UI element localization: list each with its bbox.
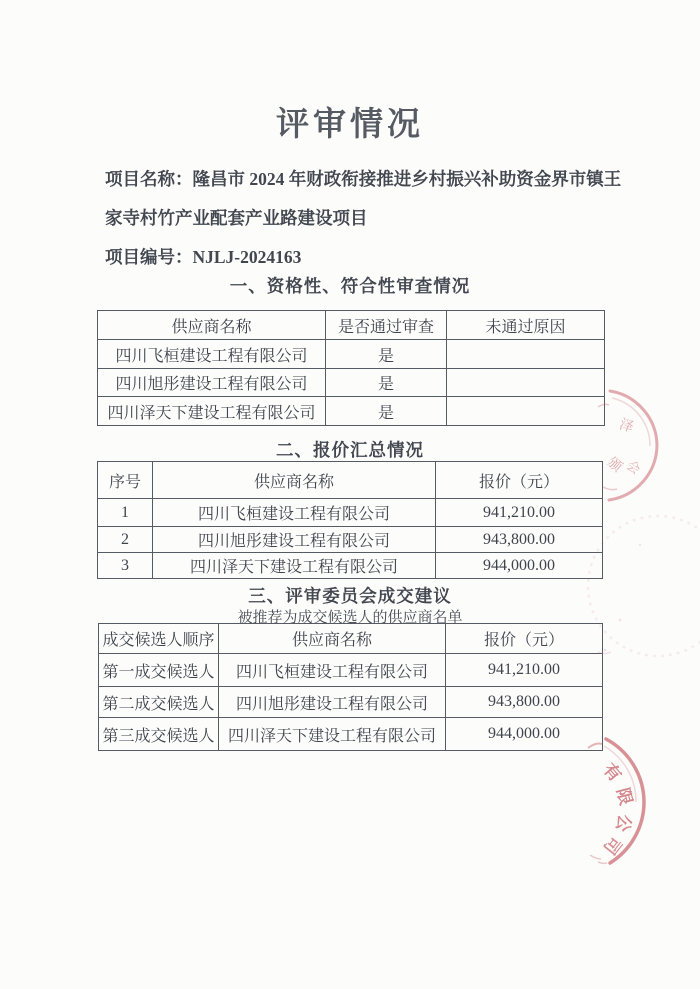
section3-heading: 三、评审委员会成交建议 xyxy=(248,586,452,606)
price-cell: 944,000.00 xyxy=(446,718,603,751)
table-row xyxy=(99,718,603,751)
project-number-value: NJLJ-2024163 xyxy=(192,247,302,267)
candidate-rank-cell: 第二成交候选人 xyxy=(99,687,219,718)
project-name-text: 隆昌市 2024 年财政衔接推进乡村振兴补助资金界市镇王 xyxy=(192,169,622,189)
supplier-cell: 四川飞桓建设工程有限公司 xyxy=(98,340,326,369)
svg-text:限: 限 xyxy=(612,785,636,808)
supplier-cell: 四川旭彤建设工程有限公司 xyxy=(153,527,436,553)
header-cell: 是否通过审查 xyxy=(326,311,447,340)
supplier-cell: 四川泽天下建设工程有限公司 xyxy=(98,397,326,426)
index-cell: 3 xyxy=(98,553,153,579)
candidate-rank-cell: 第三成交候选人 xyxy=(99,718,219,751)
project-name-line2: 家寺村竹产业配套产业路建设项目 xyxy=(105,208,368,228)
passed-cell: 是 xyxy=(326,397,447,426)
price-cell: 941,210.00 xyxy=(446,654,603,687)
svg-text:公: 公 xyxy=(612,812,635,834)
header-cell: 供应商名称 xyxy=(98,311,326,340)
qualification-review-table xyxy=(97,310,605,426)
red-seal-bottom-icon xyxy=(588,739,644,863)
passed-cell: 是 xyxy=(326,340,447,369)
index-cell: 2 xyxy=(98,527,153,553)
price-cell: 944,000.00 xyxy=(436,553,603,579)
table-row xyxy=(99,654,603,687)
table-header-row xyxy=(98,462,603,499)
project-number-line xyxy=(105,238,615,277)
header-cell: 未通过原因 xyxy=(447,311,605,340)
candidate-rank-cell: 第一成交候选人 xyxy=(99,654,219,687)
table-header-row xyxy=(99,624,603,654)
price-cell: 941,210.00 xyxy=(436,499,603,527)
fail-reason-cell xyxy=(447,397,605,426)
passed-cell: 是 xyxy=(326,369,447,397)
supplier-cell: 四川泽天下建设工程有限公司 xyxy=(153,553,436,579)
section3-subtitle: 被推荐为成交候选人的供应商名单 xyxy=(237,610,463,626)
svg-text:泽: 泽 xyxy=(617,417,636,436)
section1-heading: 一、资格性、符合性审查情况 xyxy=(229,276,471,296)
section2-heading: 二、报价汇总情况 xyxy=(276,440,424,460)
supplier-cell: 四川泽天下建设工程有限公司 xyxy=(219,718,446,751)
table-row xyxy=(98,369,605,397)
table-row xyxy=(98,527,603,553)
table-row xyxy=(99,687,603,718)
supplier-cell: 四川旭彤建设工程有限公司 xyxy=(98,369,326,397)
award-candidates-table xyxy=(98,623,603,751)
svg-text:会: 会 xyxy=(623,457,644,478)
project-name-label: 项目名称： xyxy=(105,169,193,189)
project-number-label: 项目编号： xyxy=(105,247,193,267)
page-title: 评审情况 xyxy=(276,107,424,143)
supplier-cell: 四川飞桓建设工程有限公司 xyxy=(219,654,446,687)
quotation-summary-table xyxy=(97,461,603,579)
header-cell: 供应商名称 xyxy=(153,462,436,499)
header-cell: 报价（元） xyxy=(446,624,603,654)
svg-text:颁: 颁 xyxy=(604,455,625,476)
price-cell: 943,800.00 xyxy=(446,687,603,718)
table-row xyxy=(98,553,603,579)
price-cell: 943,800.00 xyxy=(436,527,603,553)
header-cell: 成交候选人顺序 xyxy=(99,624,219,654)
fail-reason-cell xyxy=(447,369,605,397)
project-meta xyxy=(105,160,622,277)
table-row xyxy=(98,397,605,426)
supplier-cell: 四川旭彤建设工程有限公司 xyxy=(219,687,446,718)
table-row xyxy=(98,499,603,527)
table-header-row xyxy=(98,311,605,340)
index-cell: 1 xyxy=(98,499,153,527)
project-name-line1 xyxy=(105,160,622,199)
header-cell: 序号 xyxy=(98,462,153,499)
header-cell: 报价（元） xyxy=(436,462,603,499)
table-row xyxy=(98,340,605,369)
fail-reason-cell xyxy=(447,340,605,369)
header-cell: 供应商名称 xyxy=(219,624,446,654)
supplier-cell: 四川飞桓建设工程有限公司 xyxy=(153,499,436,527)
svg-text:司: 司 xyxy=(599,832,626,858)
svg-text:有: 有 xyxy=(599,759,625,786)
